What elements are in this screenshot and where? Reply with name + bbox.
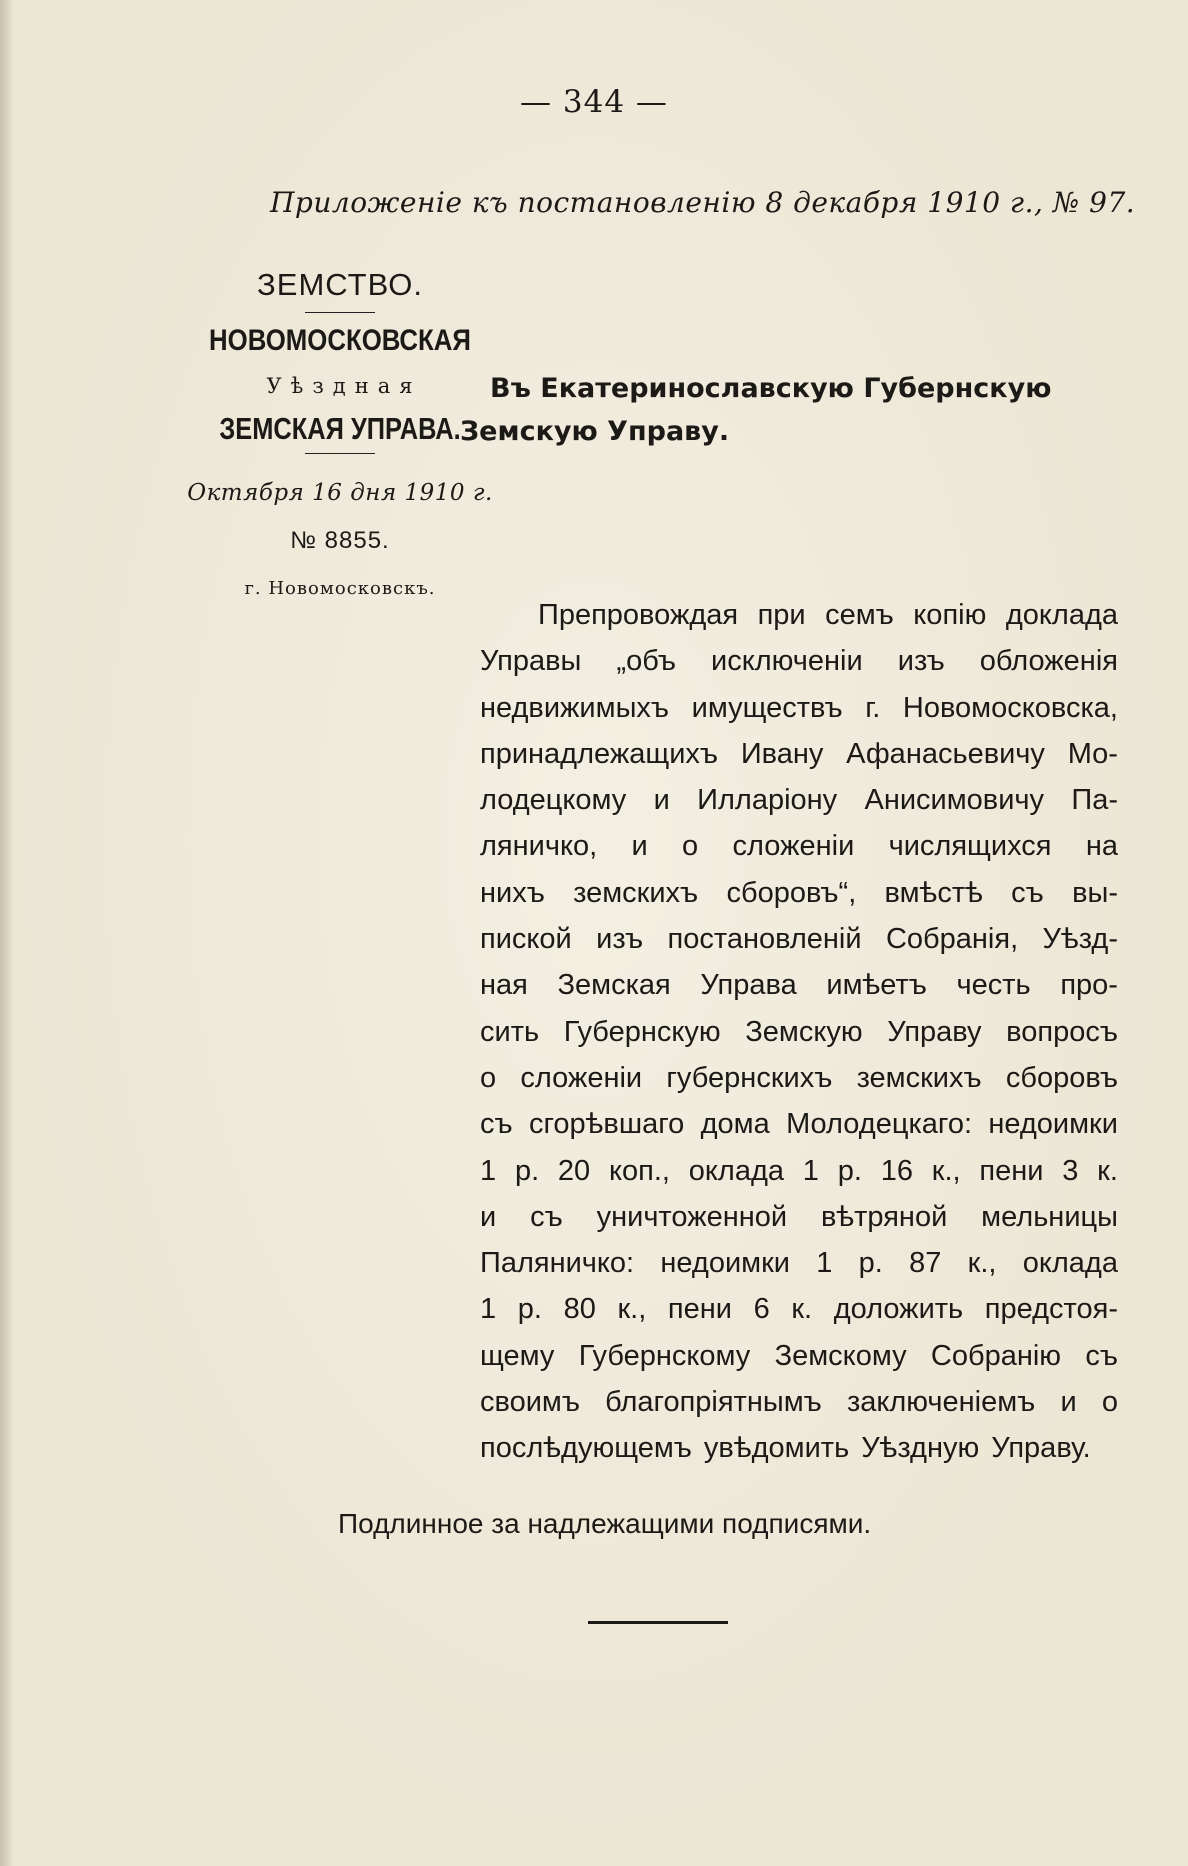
body-line: своимъ благопріятнымъ заключеніемъ и о: [480, 1386, 1118, 1419]
outgoing-number: № 8855.: [290, 527, 390, 554]
body-line: пиской изъ постановленій Собранія, Уѣзд-: [480, 923, 1118, 956]
letterhead-district: НОВОМОСКОВСКАЯ: [209, 324, 471, 357]
body-line: о сложеніи губернскихъ земскихъ сборовъ: [480, 1061, 1118, 1094]
signature-note: Подлинное за надлежащими подписями.: [338, 1508, 872, 1539]
body-line: лодецкому и Илларіону Анисимовичу Па-: [480, 784, 1118, 817]
page-edge-shadow: [0, 0, 14, 1866]
body-line: щему Губернскому Земскому Собранію съ: [480, 1339, 1118, 1372]
letter-body: [480, 592, 1118, 1472]
letterhead-zemstvo: ЗЕМСТВО.: [257, 267, 423, 302]
letterhead-rule-top: [305, 312, 375, 313]
body-line: 1 р. 80 к., пени 6 к. доложить предстоя-: [480, 1293, 1118, 1326]
body-line: ляничко, и о сложеніи числящихся на: [480, 830, 1118, 863]
letter-date: Октября 16 дня 1910 г.: [187, 480, 493, 506]
body-line: Препровождая при семъ копію доклада: [538, 599, 1118, 631]
body-line: и съ уничтоженной вѣтряной мельницы: [480, 1200, 1118, 1233]
addressee-line-2: Земскую Управу.: [460, 416, 730, 447]
body-line: нихъ земскихъ сборовъ“, вмѣстѣ съ вы-: [480, 876, 1118, 909]
letterhead-board: ЗЕМСКАЯ УПРАВА.: [219, 411, 461, 446]
body-line: ная Земская Управа имѣетъ честь про-: [480, 969, 1118, 1002]
letter-city: г. Новомосковскъ.: [244, 578, 436, 599]
letterhead-block: [170, 262, 510, 602]
body-line: съ сгорѣвшаго дома Молодецкаго: недоимки: [480, 1108, 1118, 1141]
letterhead-rule-bottom: [305, 453, 375, 454]
body-line: недвижимыхъ имуществъ г. Новомосковска,: [480, 691, 1118, 724]
body-line: 1 р. 20 коп., оклада 1 р. 16 к., пени 3 к.: [480, 1154, 1118, 1187]
body-line: сить Губернскую Земскую Управу вопросъ: [480, 1015, 1118, 1048]
body-line: Паляничко: недоимки 1 р. 87 к., оклада: [480, 1247, 1118, 1280]
body-line: Управы „объ исключеніи изъ обложенія: [480, 645, 1118, 678]
closing-rule: [588, 1621, 728, 1624]
addressee-line-1: Въ Екатеринославскую Губернскую: [490, 373, 1052, 404]
letterhead-uezdnaya: Уѣздная: [266, 374, 422, 398]
page-number: — 344 —: [520, 84, 668, 120]
body-line: принадлежащихъ Ивану Афанасьевичу Мо-: [480, 737, 1118, 770]
appendix-note: Приложеніе къ постановленію 8 декабря 1910 г., № 97.: [270, 186, 1136, 219]
body-line: послѣдующемъ увѣдомить Уѣздную Управу.: [480, 1432, 1091, 1465]
addressee-block: [460, 367, 1130, 453]
